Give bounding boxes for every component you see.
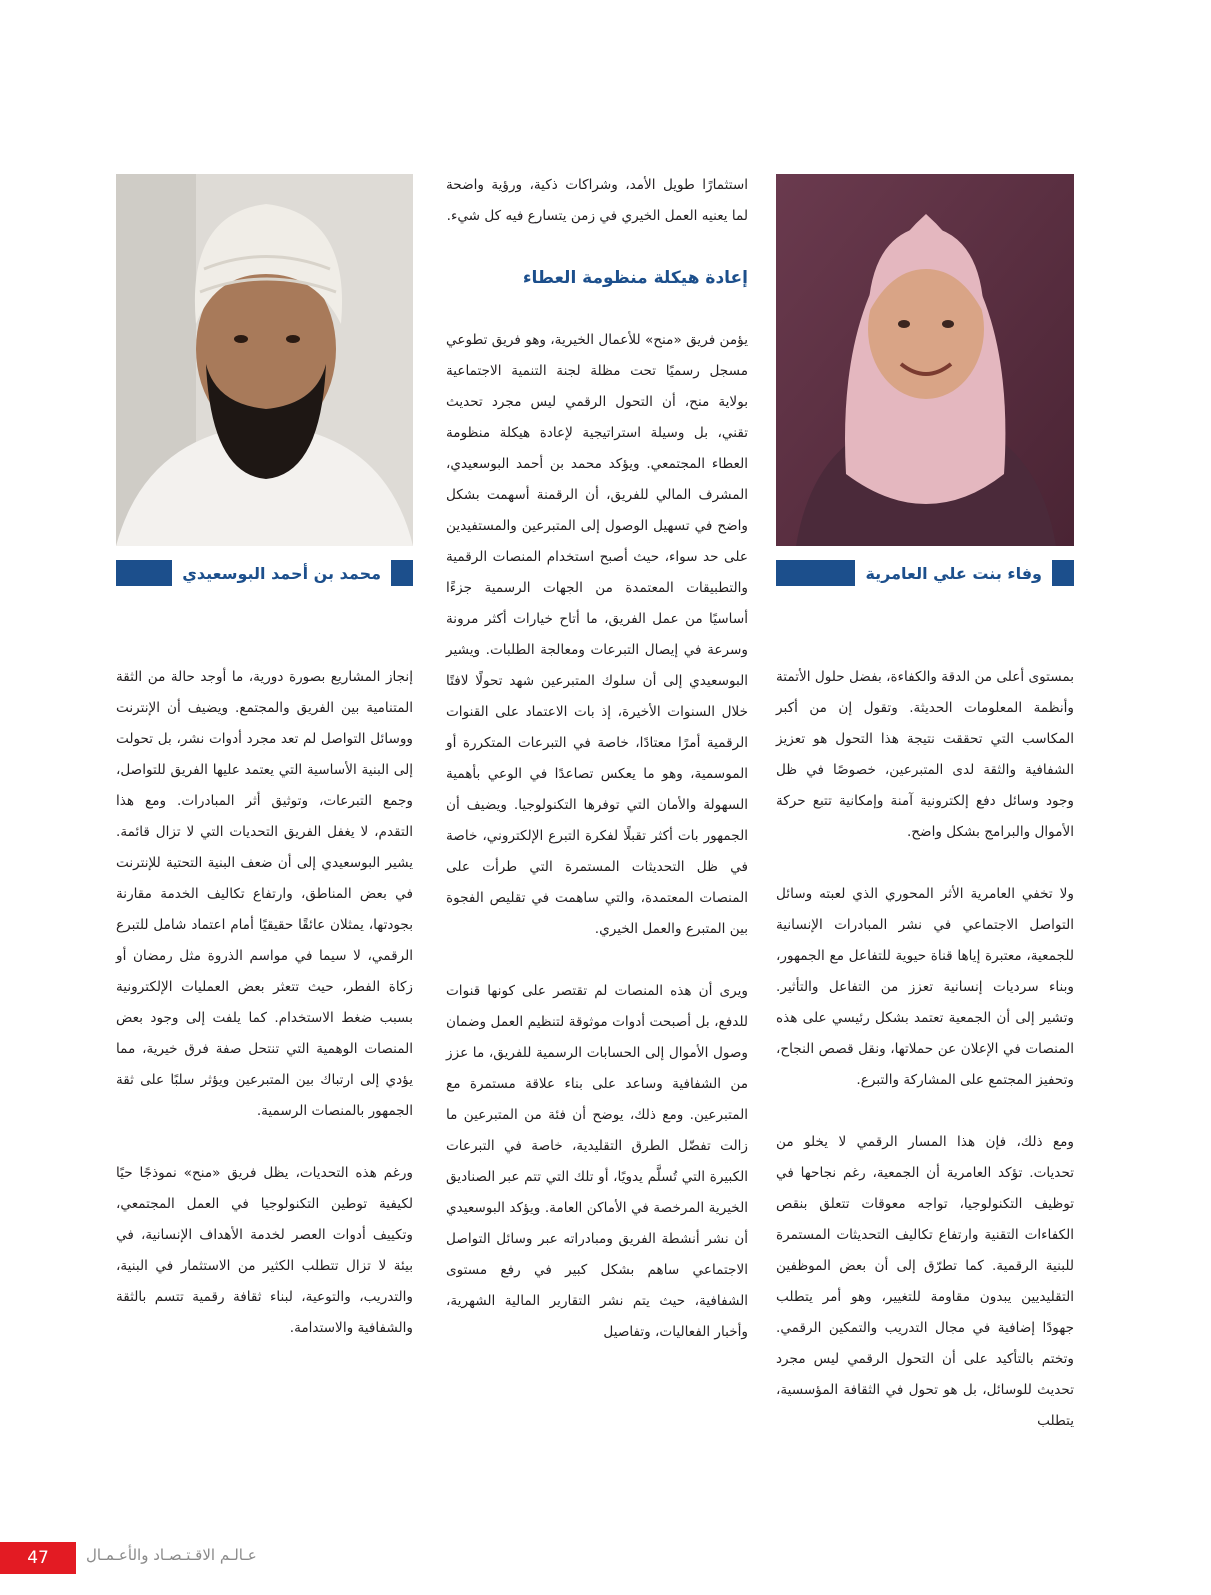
body-paragraph: ومع ذلك، فإن هذا المسار الرقمي لا يخلو من تحديات. تؤكد العامرية أن الجمعية، رغم نجاحها في توظيف التكنولوجيا، تواجه معوقات تتعلق بنقص الكفاءات التقنية وارتفاع تكاليف التحديثات المستمرة للبنية الرقمية. كما تطرّق إلى أن بعض الموظفين التقليديين يبدون مقاومة للتغيير، وهو أمر يتطلب جهودًا إضافية في مجال التدريب والتمكين الرقمي. وتختم بالتأكيد على أن التحول الرقمي ليس مجرد تحديث للوسائل، بل هو تحول في الثقافة المؤسسية، يتطلب [776,1134,1074,1429]
page-number: 47 [0,1542,76,1574]
photo-wafa [776,174,1074,546]
body-paragraph: ويرى أن هذه المنصات لم تقتصر على كونها قنوات للدفع، بل أصبحت أدوات موثوقة لتنظيم العمل وضمان وصول الأموال إلى الحسابات الرسمية للفريق، ما عزز من الشفافية وساعد على بناء علاقة مستمرة مع المتبرعين. ومع ذلك، يوضح أن فئة من المتبرعين ما زالت تفضّل الطرق التقليدية، خاصة في التبرعات الكبيرة التي تُسلَّم يدويًا، أو تلك التي تتم عبر الصناديق الخيرية المرخصة في الأماكن العامة. ويؤكد البوسعيدي أن نشر أنشطة الفريق ومبادراته عبر وسائل التواصل الاجتماعي ساهم بشكل كبير في رفع مستوى الشفافية، حيث يتم نشر التقارير المالية الشهرية، وأخبار الفعاليات، وتفاصيل [446,983,748,1340]
caption-marker [1052,560,1074,586]
section-heading: إعادة هيكلة منظومة العطاء [522,268,748,288]
body-paragraph: ولا تخفي العامرية الأثر المحوري الذي لعبته وسائل التواصل الاجتماعي في نشر المبادرات الإنسانية للجمعية، معتبرة إياها قناة حيوية للتفاعل مع الجمهور، وبناء سرديات إنسانية تعزز من التفاعل والتأثير. وتشير إلى أن الجمعية تعتمد بشكل رئيسي على هذه المنصات في الإعلان عن حملاتها، ونقل قصص النجاح، وتحفيز المجتمع على المشاركة والتبرع. [776,886,1074,1088]
middle-column [446,170,748,1348]
caption-mohammed [116,560,413,586]
magazine-name: عـالـم الاقـتـصـاد والأعـمـال [86,1546,257,1564]
intro-paragraph: استثمارًا طويل الأمد، وشراكات ذكية، ورؤية واضحة لما يعنيه العمل الخيري في زمن يتسارع فيه كل شيء. [446,177,748,224]
right-column [776,662,1074,1437]
photo-mohammed [116,174,413,546]
caption-bar [116,560,172,586]
left-column [116,662,413,1344]
body-paragraph: إنجاز المشاريع بصورة دورية، ما أوجد حالة من الثقة المتنامية بين الفريق والمجتمع. ويضيف أن الإنترنت ووسائل التواصل لم تعد مجرد أدوات نشر، بل تحولت إلى البنية الأساسية التي يعتمد عليها الفريق للتواصل، وجمع التبرعات، وتوثيق أثر المبادرات. ومع هذا التقدم، لا يغفل الفريق التحديات التي لا تزال قائمة. يشير البوسعيدي إلى أن ضعف البنية التحتية للإنترنت في بعض المناطق، وارتفاع تكاليف الخدمة مقارنة بجودتها، يمثلان عائقًا حقيقيًا أمام اعتماد شامل للتبرع الرقمي، لا سيما في مواسم الذروة مثل رمضان أو زكاة الفطر، حيث تتعثر بعض العمليات الإلكترونية بسبب ضغط الاستخدام. كما يلفت إلى وجود بعض المنصات الوهمية التي تنتحل صفة فرق خيرية، مما يؤدي إلى ارتباك بين المتبرعين ويؤثر سلبًا على ثقة الجمهور بالمنصات الرسمية. [116,669,413,1119]
portrait-woman-illustration [776,174,1074,546]
caption-bar [776,560,855,586]
body-paragraph: يؤمن فريق «منح» للأعمال الخيرية، وهو فريق تطوعي مسجل رسميًا تحت مظلة لجنة التنمية الاجتماعية بولاية منح، أن التحول الرقمي ليس مجرد تحديث تقني، بل وسيلة استراتيجية لإعادة هيكلة منظومة العطاء المجتمعي. ويؤكد محمد بن أحمد البوسعيدي، المشرف المالي للفريق، أن الرقمنة أسهمت بشكل واضح في تسهيل الوصول إلى المتبرعين والمستفيدين على حد سواء، حيث أصبح استخدام المنصات الرقمية والتطبيقات المعتمدة من الجهات الرسمية جزءًا أساسيًا من عمل الفريق، ما أتاح خيارات أكثر مرونة وسرعة في إيصال التبرعات ومعالجة الطلبات. ويشير البوسعيدي إلى أن سلوك المتبرعين شهد تحولًا لافتًا خلال السنوات الأخيرة، إذ بات الاعتماد على القنوات الرقمية أمرًا معتادًا، خاصة في التبرعات المتكررة أو الموسمية، وهو ما يعكس تصاعدًا في الوعي بأهمية السهولة والأمان التي توفرها التكنولوجيا. ويضيف أن الجمهور بات أكثر تقبلًا لفكرة التبرع الإلكتروني، خاصة في ظل التحديثات المستمرة التي طرأت على المنصات المعتمدة، والتي ساهمت في تقليص الفجوة بين المتبرع والعمل الخيري. [446,332,748,937]
caption-mohammed-text: محمد بن أحمد البوسعيدي [182,563,381,583]
body-paragraph: بمستوى أعلى من الدقة والكفاءة، بفضل حلول الأتمتة وأنظمة المعلومات الحديثة. وتقول إن من أكبر المكاسب التي تحققت نتيجة هذا التحول هو تعزيز الشفافية والثقة لدى المتبرعين، خصوصًا في ظل وجود وسائل دفع إلكترونية آمنة وإمكانية تتبع حركة الأموال والبرامج بشكل واضح. [776,669,1074,840]
body-paragraph: ورغم هذه التحديات، يظل فريق «منح» نموذجًا حيًا لكيفية توطين التكنولوجيا في العمل المجتمعي، وتكييف أدوات العصر لخدمة الأهداف الإنسانية، في بيئة لا تزال تتطلب الكثير من الاستثمار في البنية، والتدريب، والتوعية، لبناء ثقافة رقمية تتسم بالثقة والشفافية والاستدامة. [116,1165,413,1336]
caption-marker [391,560,413,586]
portrait-man-illustration [116,174,413,546]
caption-wafa [776,560,1074,586]
caption-wafa-text: وفاء بنت علي العامرية [865,563,1042,583]
